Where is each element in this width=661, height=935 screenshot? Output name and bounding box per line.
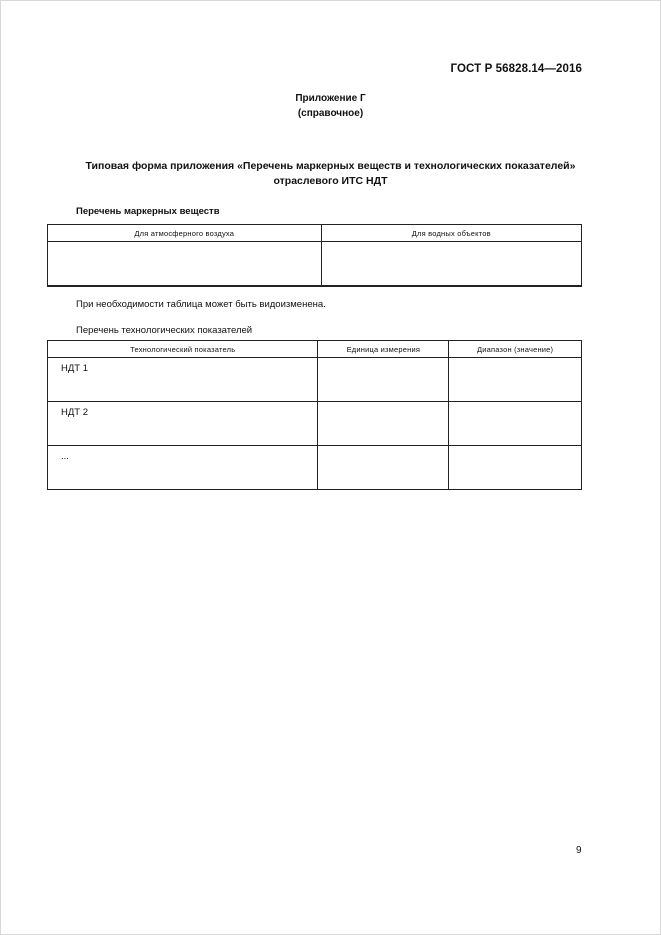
table-header-row: [48, 225, 582, 242]
unit-cell: [318, 358, 449, 402]
technological-indicators-heading: Перечень технологических показателей: [76, 325, 253, 336]
marker-substances-table: [47, 224, 582, 287]
form-title-line-1: Типовая форма приложения «Перечень маркерных веществ и технологических показателей»: [85, 160, 576, 172]
column-header-air: Для атмосферного воздуха: [48, 225, 322, 242]
marker-substances-heading: Перечень маркерных веществ: [76, 206, 220, 217]
table-row: [48, 242, 582, 287]
unit-cell: [318, 402, 449, 446]
form-title-line-2: отраслевого ИТС НДТ: [273, 175, 388, 187]
indicator-cell: НДТ 2: [48, 402, 318, 446]
appendix-subtitle: (справочное): [297, 108, 364, 119]
table-row: [48, 402, 582, 446]
indicator-cell: ...: [48, 446, 318, 490]
table-header-row: [48, 341, 582, 358]
form-title: [40, 159, 621, 189]
indicator-cell: НДТ 1: [48, 358, 318, 402]
table-row: [48, 446, 582, 490]
table-cell-water: [321, 242, 582, 287]
standard-number: ГОСТ Р 56828.14—2016: [450, 63, 582, 75]
appendix-title: Приложение Г: [295, 93, 366, 104]
technological-indicators-table: [47, 340, 582, 490]
column-header-unit: Единица измерения: [318, 341, 449, 358]
column-header-range: Диапазон (значение): [449, 341, 582, 358]
appendix-title-block: [0, 91, 661, 121]
table-cell-air: [48, 242, 322, 287]
table-note: При необходимости таблица может быть видоизменена.: [76, 299, 326, 310]
column-header-water: Для водных объектов: [321, 225, 582, 242]
range-cell: [449, 358, 582, 402]
table-row: [48, 358, 582, 402]
range-cell: [449, 402, 582, 446]
unit-cell: [318, 446, 449, 490]
page-number: 9: [576, 845, 582, 856]
range-cell: [449, 446, 582, 490]
column-header-indicator: Технологический показатель: [48, 341, 318, 358]
